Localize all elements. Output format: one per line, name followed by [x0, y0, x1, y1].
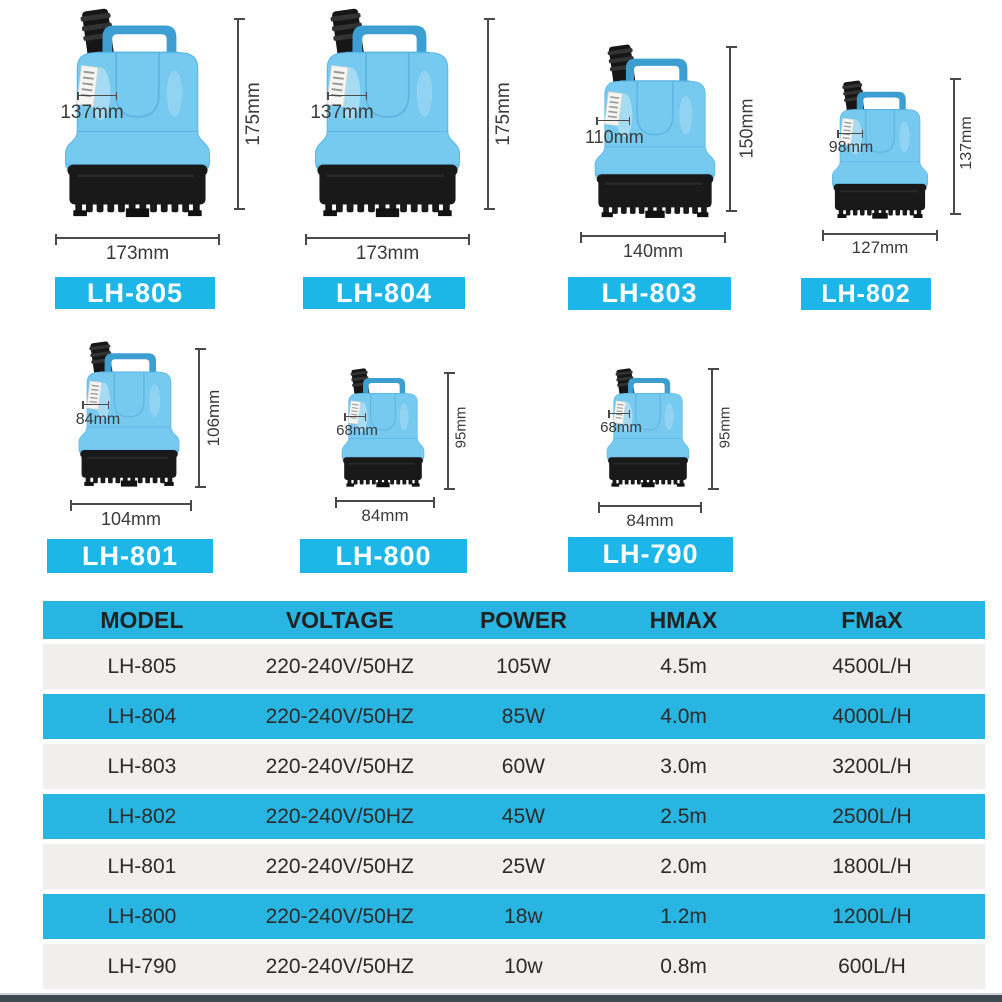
cell-model: LH-805: [107, 654, 177, 678]
header-voltage: VOLTAGE: [285, 606, 394, 633]
table-row: [43, 744, 985, 789]
cell-fmax: 2500L/H: [832, 804, 912, 828]
dim-label-body: 98mm: [828, 139, 874, 156]
cell-voltage: 220-240V/50HZ: [265, 904, 414, 928]
table-row: [43, 844, 985, 889]
model-badge: LH-805: [55, 277, 215, 309]
cell-voltage: 220-240V/50HZ: [265, 954, 414, 978]
header-hmax: HMAX: [649, 606, 718, 633]
dim-line-bottom: [598, 505, 702, 507]
dim-label-bottom: 104mm: [100, 509, 162, 529]
dim-label-height: 150mm: [736, 98, 757, 159]
dim-label-body: 137mm: [310, 102, 374, 123]
cell-voltage: 220-240V/50HZ: [265, 704, 414, 728]
cell-fmax: 1800L/H: [832, 854, 912, 878]
dim-line-bottom: [305, 237, 470, 239]
cell-fmax: 3200L/H: [832, 754, 912, 778]
dim-label-height: 175mm: [243, 82, 264, 146]
model-badge: LH-800: [300, 539, 467, 573]
dim-label-body: 84mm: [75, 411, 121, 428]
dim-label-height: 95mm: [452, 406, 470, 449]
cell-hmax: 4.5m: [660, 654, 707, 678]
cell-power: 85W: [501, 704, 545, 728]
cell-hmax: 0.8m: [660, 954, 707, 978]
dim-label-bottom: 127mm: [851, 238, 909, 257]
cell-model: LH-803: [107, 754, 177, 778]
model-badge: LH-803: [568, 277, 731, 310]
dim-label-bottom: 173mm: [355, 243, 420, 264]
dim-label-bottom: 84mm: [361, 506, 409, 525]
table-row: [43, 644, 985, 689]
cell-model: LH-790: [107, 954, 177, 978]
header-model: MODEL: [100, 606, 184, 633]
cell-fmax: 4500L/H: [832, 654, 912, 678]
cell-hmax: 2.5m: [660, 804, 707, 828]
dim-line-body: [327, 95, 367, 96]
dim-line-height: [198, 348, 200, 488]
dim-line-height: [237, 18, 239, 210]
model-badge: LH-802: [801, 278, 931, 310]
dim-line-body: [608, 413, 630, 414]
cell-power: 105W: [495, 654, 551, 678]
dim-line-body: [344, 416, 366, 417]
bottom-divider-bar: [0, 993, 1002, 1002]
cell-fmax: 4000L/H: [832, 704, 912, 728]
dim-label-height: 175mm: [493, 82, 514, 146]
header-fmax: FMaX: [841, 606, 903, 633]
dim-line-body: [82, 404, 109, 405]
cell-power: 10w: [504, 954, 543, 978]
table-row: [43, 794, 985, 839]
cell-hmax: 3.0m: [660, 754, 707, 778]
cell-hmax: 1.2m: [660, 904, 707, 928]
cell-model: LH-800: [107, 904, 177, 928]
dim-line-bottom: [335, 500, 435, 502]
dim-label-bottom: 140mm: [622, 241, 684, 261]
dim-label-bottom: 84mm: [626, 511, 674, 530]
spec-table-body: [43, 644, 985, 989]
cell-power: 60W: [501, 754, 545, 778]
spec-table-header: [43, 601, 985, 639]
dim-label-bottom: 173mm: [105, 243, 170, 264]
model-badge: LH-790: [568, 537, 733, 572]
cell-fmax: 1200L/H: [832, 904, 912, 928]
dim-label-body: 110mm: [585, 127, 644, 147]
dim-line-bottom: [822, 233, 938, 235]
cell-voltage: 220-240V/50HZ: [265, 804, 414, 828]
model-badge: LH-801: [47, 539, 213, 573]
cell-voltage: 220-240V/50HZ: [265, 854, 414, 878]
dim-line-height: [447, 372, 449, 490]
cell-model: LH-801: [107, 854, 177, 878]
dim-label-height: 95mm: [716, 406, 734, 449]
cell-hmax: 4.0m: [660, 704, 707, 728]
model-badge: LH-804: [303, 277, 465, 309]
dim-label-body: 137mm: [60, 102, 124, 123]
cell-model: LH-802: [107, 804, 177, 828]
dim-line-bottom: [70, 503, 192, 505]
dim-label-height: 137mm: [958, 116, 975, 170]
cell-voltage: 220-240V/50HZ: [265, 654, 414, 678]
cell-voltage: 220-240V/50HZ: [265, 754, 414, 778]
dim-label-body: 68mm: [600, 419, 642, 436]
dim-line-height: [711, 368, 713, 490]
dim-line-bottom: [55, 237, 220, 239]
cell-power: 25W: [501, 854, 545, 878]
cell-fmax: 600L/H: [838, 954, 906, 978]
dim-line-body: [596, 120, 630, 121]
cell-power: 45W: [501, 804, 545, 828]
dim-label-body: 68mm: [336, 422, 378, 439]
dim-line-height: [729, 46, 731, 212]
header-power: POWER: [479, 606, 567, 633]
cell-hmax: 2.0m: [660, 854, 707, 878]
dim-line-height: [487, 18, 489, 210]
spec-table: [43, 601, 985, 989]
dim-line-height: [953, 78, 955, 215]
table-row: [43, 694, 985, 739]
cell-model: LH-804: [107, 704, 177, 728]
cell-power: 18w: [504, 904, 543, 928]
table-row: [43, 894, 985, 939]
table-row: [43, 944, 985, 989]
dim-line-body: [77, 95, 117, 96]
dim-label-height: 106mm: [204, 389, 223, 447]
dim-line-body: [837, 133, 863, 134]
dim-line-bottom: [580, 235, 726, 237]
